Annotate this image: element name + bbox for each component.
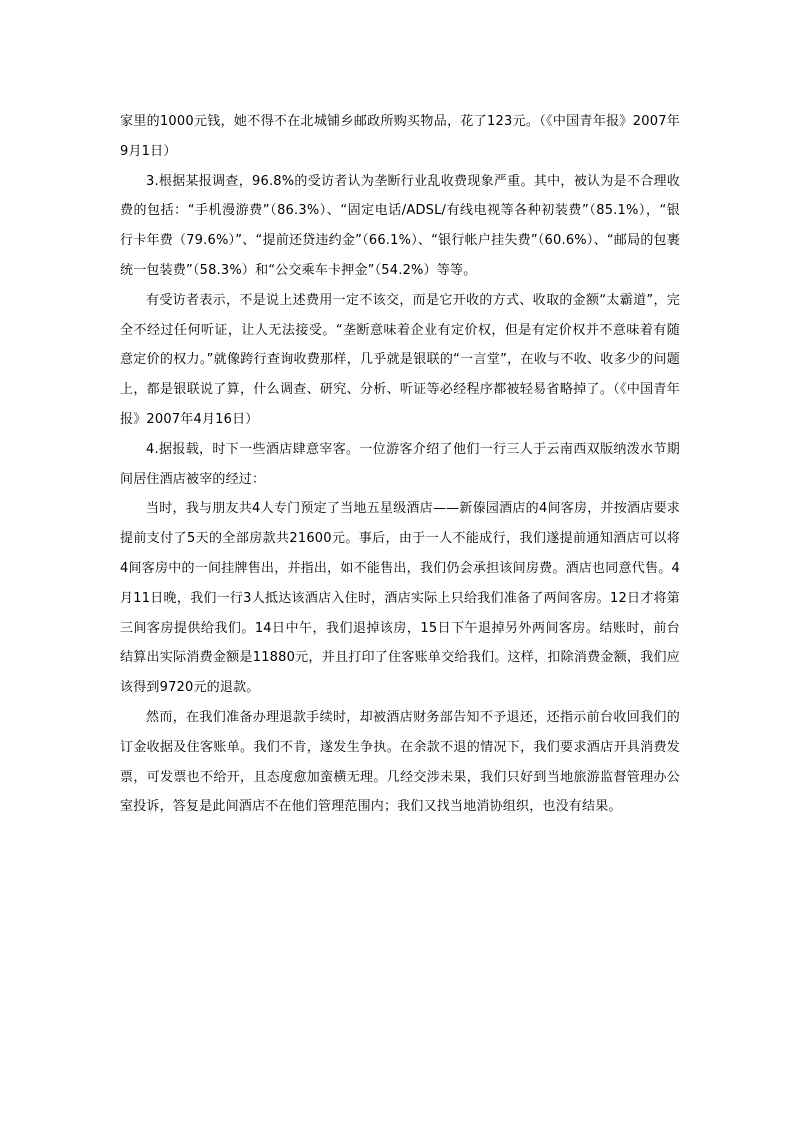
paragraph-continuation: 家里的1000元钱，她不得不在北城铺乡邮政所购买物品，花了123元。（《中国青年报》2007年9月1日）: [120, 114, 680, 159]
paragraph-refund-dispute: 然而，在我们准备办理退款手续时，却被酒店财务部告知不予退还，还指示前台收回我们的订金收据及住客账单。我们不肯，遂发生争执。在余款不退的情况下，我们要求酒店开具消费发票，可发票也不给开，且态度愈加蛮横无理。几经交涉未果，我们只好到当地旅游监督管理办公室投诉，答复是此间酒店不在他们管理范围内；我们又找当地消协组织，也没有结果。: [120, 709, 680, 815]
paragraph-item-4: 4.据报载，时下一些酒店肆意宰客。一位游客介绍了他们一行三人于云南西双版纳泼水节期间居住酒店被宰的经过：: [120, 441, 680, 487]
paragraph-item-3: 3.根据某报调查，96.8%的受访者认为垄断行业乱收费现象严重。其中，被认为是不合理收费的包括：“手机漫游费”（86.3%）、“固定电话/ADSL/有线电视等各种初装费”（85.1%），“银行卡年费（79.6%）”、“提前还贷违约金”（66.1%）、“银行帐户挂失费”（60.6%）、“邮局的包裹统一包装费”（58.3%）和“公交乘车卡押金”（54.2%）等等。: [120, 173, 680, 278]
paragraph-hotel-account: 当时，我与朋友共4人专门预定了当地五星级酒店——新傣园酒店的4间客房，并按酒店要求提前支付了5天的全部房款共21600元。事后，由于一人不能成行，我们遂提前通知酒店可以将4间客房中的一间挂牌售出，并指出，如不能售出，我们仍会承担该间房费。酒店也同意代售。4月11日晚，我们一行3人抵达该酒店入住时，酒店实际上只给我们准备了两间客房。12日才将第三间客房提供给我们。14日中午，我们退掉该房，15日下午退掉另外两间客房。结账时，前台结算出实际消费金额是11880元，并且打印了住客账单交给我们。这样，扣除消费金额，我们应该得到9720元的退款。: [120, 501, 680, 696]
document-page: [120, 107, 680, 822]
paragraph-respondent-comment: 有受访者表示，不是说上述费用一定不该交，而是它开收的方式、收取的金额“太霸道”，完全不经过任何听证，让人无法接受。“垄断意味着企业有定价权，但是有定价权并不意味着有随意定价的权力。”就像跨行查询收费那样，几乎就是银联的“一言堂”，在收与不收、收多少的问题上，都是银联说了算，什么调查、研究、分析、听证等必经程序都被轻易省略掉了。（《中国青年报》2007年4月16日）: [120, 292, 680, 427]
